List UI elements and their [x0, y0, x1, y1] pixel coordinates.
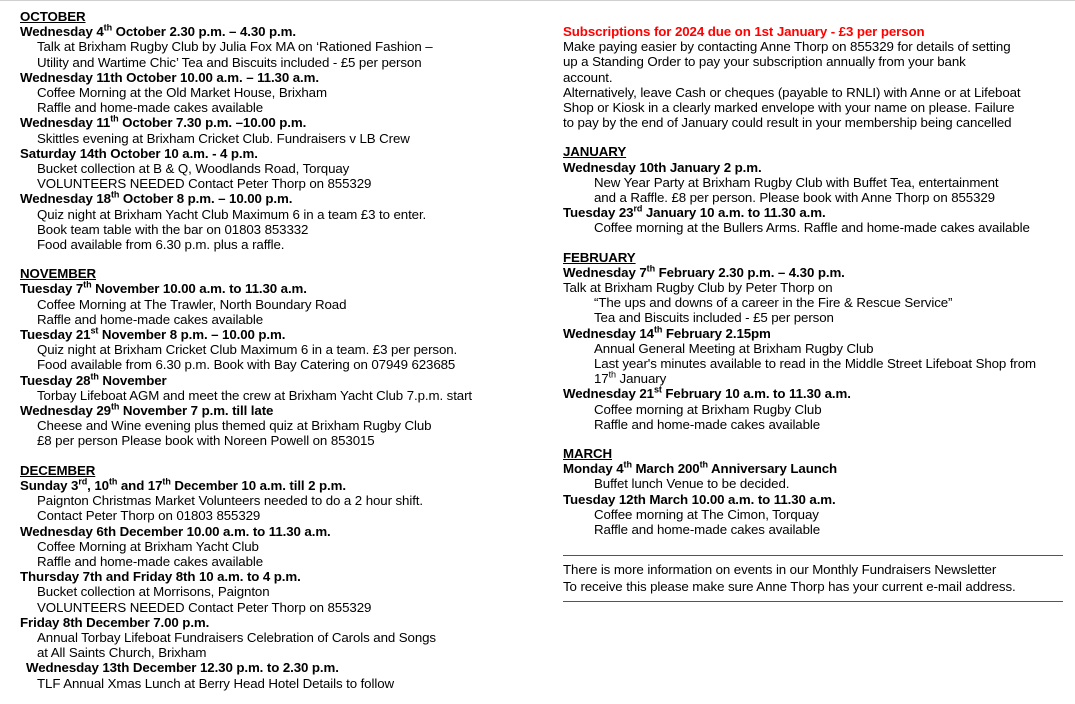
event-date-line: Monday 4th March 200th Anniversary Launch — [563, 459, 838, 477]
month-block — [20, 266, 555, 448]
month-heading: MARCH — [563, 446, 612, 462]
event-detail-line: Skittles evening at Brixham Cricket Club. Fundraisers v LB Crew — [37, 130, 410, 146]
event-date-line: Wednesday 21st February 10 a.m. to 11.30 a.m. — [563, 385, 851, 402]
event-detail-line: VOLUNTEERS NEEDED Contact Peter Thorp on 855329 — [37, 176, 372, 192]
event-detail-line: VOLUNTEERS NEEDED Contact Peter Thorp on 855329 — [37, 599, 372, 615]
event-detail-line: Raffle and home-made cakes available — [37, 311, 264, 327]
footer-line: There is more information on events in our Monthly Fundraisers Newsletter — [563, 562, 997, 578]
event-date-line: Tuesday 21st November 8 p.m. – 10.00 p.m. — [20, 325, 286, 343]
event-detail-line: Coffee morning at The Cimon, Torquay — [594, 506, 819, 522]
subscriptions-body-line: up a Standing Order to pay your subscription annually from your bank — [563, 54, 966, 70]
event-date-line: Saturday 14th October 10 a.m. - 4 p.m. — [20, 145, 258, 161]
newsletter-footer — [563, 555, 1063, 602]
event-detail-line: Raffle and home-made cakes available — [37, 100, 264, 116]
event-detail-line: £8 per person Please book with Noreen Powell on 853015 — [37, 433, 375, 449]
footer-rule-bottom — [563, 601, 1063, 602]
event-detail-line: and a Raffle. £8 per person. Please book with Anne Thorp on 855329 — [594, 190, 995, 206]
subscriptions-body-line: Alternatively, leave Cash or cheques (payable to RNLI) with Anne or at Lifeboat — [563, 84, 1021, 100]
event-date-line: Wednesday 18th October 8 p.m. – 10.00 p.m. — [20, 190, 293, 207]
event-detail-line: Contact Peter Thorp on 01803 855329 — [37, 508, 261, 524]
event-date-line: Wednesday 14th February 2.15pm — [563, 324, 771, 341]
event-date-line: Tuesday 28th November — [20, 371, 167, 388]
event-detail-line: Torbay Lifeboat AGM and meet the crew at Brixham Yacht Club 7.p.m. start — [37, 387, 473, 403]
event-date-line: Thursday 7th and Friday 8th 10 a.m. to 4 p.m. — [20, 569, 301, 585]
event-date-line: Friday 8th December 7.00 p.m. — [20, 614, 210, 630]
event-date-line: Wednesday 4th October 2.30 p.m. – 4.30 p.m. — [20, 22, 296, 40]
event-detail-line: “The ups and downs of a career in the Fire & Rescue Service” — [594, 295, 953, 311]
event-detail-line: Coffee Morning at Brixham Yacht Club — [37, 538, 259, 554]
event-date-line: Tuesday 23rd January 10 a.m. to 11.30 a.m. — [563, 203, 826, 221]
event-detail-line: at All Saints Church, Brixham — [37, 645, 207, 661]
event-date-line: Wednesday 29th November 7 p.m. till late — [20, 401, 274, 419]
event-date-line: Wednesday 7th February 2.30 p.m. – 4.30 p.m. — [563, 263, 845, 280]
month-heading: NOVEMBER — [20, 266, 97, 282]
event-detail-line: Raffle and home-made cakes available — [594, 522, 821, 538]
subscriptions-notice — [563, 24, 1063, 130]
month-block — [20, 463, 555, 691]
event-date-line: Sunday 3rd, 10th and 17th December 10 a.m. till 2 p.m. — [20, 476, 346, 493]
event-detail-line: 17th January — [594, 369, 667, 387]
right-column — [555, 0, 1075, 704]
event-date-line: Wednesday 10th January 2 p.m. — [563, 159, 762, 175]
month-heading: JANUARY — [563, 144, 627, 160]
event-detail-line: Coffee morning at Brixham Rugby Club — [594, 401, 822, 417]
event-detail-line: Food available from 6.30 p.m. plus a raffle. — [37, 237, 285, 253]
month-heading: FEBRUARY — [563, 249, 636, 265]
month-block — [563, 250, 1063, 432]
event-date-line: Wednesday 11th October 10.00 a.m. – 11.30 a.m. — [20, 69, 319, 85]
subscriptions-body-line: Make paying easier by contacting Anne Thorp on 855329 for details of setting — [563, 39, 1011, 55]
subscriptions-body-line: account. — [563, 69, 613, 85]
event-detail-line: Bucket collection at Morrisons, Paignton — [37, 584, 270, 600]
subscriptions-body-line: to pay by the end of January could result in your membership being cancelled — [563, 115, 1012, 131]
event-detail-line: Talk at Brixham Rugby Club by Julia Fox MA on ‘Rationed Fashion – — [37, 39, 433, 55]
event-detail-line: Coffee morning at the Bullers Arms. Raffle and home-made cakes available — [594, 220, 1030, 236]
event-detail-line: Utility and Wartime Chic’ Tea and Biscuits included - £5 per person — [37, 54, 422, 70]
event-detail-line: Annual Torbay Lifeboat Fundraisers Celebration of Carols and Songs — [37, 629, 436, 645]
event-detail-line: Cheese and Wine evening plus themed quiz at Brixham Rugby Club — [37, 418, 432, 434]
event-detail-line: TLF Annual Xmas Lunch at Berry Head Hotel Details to follow — [37, 675, 394, 691]
event-detail-line: Paignton Christmas Market Volunteers needed to do a 2 hour shift. — [37, 493, 423, 509]
event-detail-line: Buffet lunch Venue to be decided. — [594, 476, 790, 492]
subscriptions-body-line: Shop or Kiosk in a clearly marked envelope with your name on please. Failure — [563, 100, 1015, 116]
footer-body — [563, 556, 1063, 601]
event-detail-line: Coffee Morning at the Old Market House, Brixham — [37, 85, 327, 101]
event-detail-line: Last year's minutes available to read in the Middle Street Lifeboat Shop from — [594, 356, 1037, 372]
event-detail-line: Annual General Meeting at Brixham Rugby Club — [594, 340, 874, 356]
event-detail-line: Coffee Morning at The Trawler, North Boundary Road — [37, 296, 347, 312]
event-date-line: Tuesday 12th March 10.00 a.m. to 11.30 a.m. — [563, 491, 836, 507]
event-detail-line: Talk at Brixham Rugby Club by Peter Thorp on — [563, 280, 833, 296]
event-detail-line: Raffle and home-made cakes available — [594, 416, 821, 432]
event-detail-line: Book team table with the bar on 01803 853332 — [37, 221, 309, 237]
event-date-line: Wednesday 6th December 10.00 a.m. to 11.30 a.m. — [20, 523, 331, 539]
event-detail-line: Food available from 6.30 p.m. Book with Bay Catering on 07949 623685 — [37, 357, 456, 373]
event-detail-line: Quiz night at Brixham Yacht Club Maximum 6 in a team £3 to enter. — [37, 206, 427, 222]
event-date-line: Wednesday 13th December 12.30 p.m. to 2.30 p.m. — [26, 660, 339, 676]
event-detail-line: Raffle and home-made cakes available — [37, 553, 264, 569]
month-heading: OCTOBER — [20, 9, 86, 24]
month-block — [20, 9, 555, 252]
subscriptions-heading: Subscriptions for 2024 due on 1st January - £3 per person — [563, 24, 925, 39]
event-detail-line: Bucket collection at B & Q, Woodlands Road, Torquay — [37, 161, 350, 177]
month-heading: DECEMBER — [20, 462, 96, 478]
event-detail-line: New Year Party at Brixham Rugby Club with Buffet Tea, entertainment — [594, 174, 999, 190]
month-block — [563, 144, 1063, 235]
month-block — [563, 446, 1063, 537]
event-date-line: Tuesday 7th November 10.00 a.m. to 11.30 a.m. — [20, 280, 307, 297]
event-detail-line: Quiz night at Brixham Cricket Club Maximum 6 in a team. £3 per person. — [37, 342, 458, 358]
footer-line: To receive this please make sure Anne Thorp has your current e-mail address. — [563, 579, 1016, 595]
event-date-line: Wednesday 11th October 7.30 p.m. –10.00 p.m. — [20, 114, 307, 131]
event-detail-line: Tea and Biscuits included - £5 per person — [594, 310, 834, 326]
